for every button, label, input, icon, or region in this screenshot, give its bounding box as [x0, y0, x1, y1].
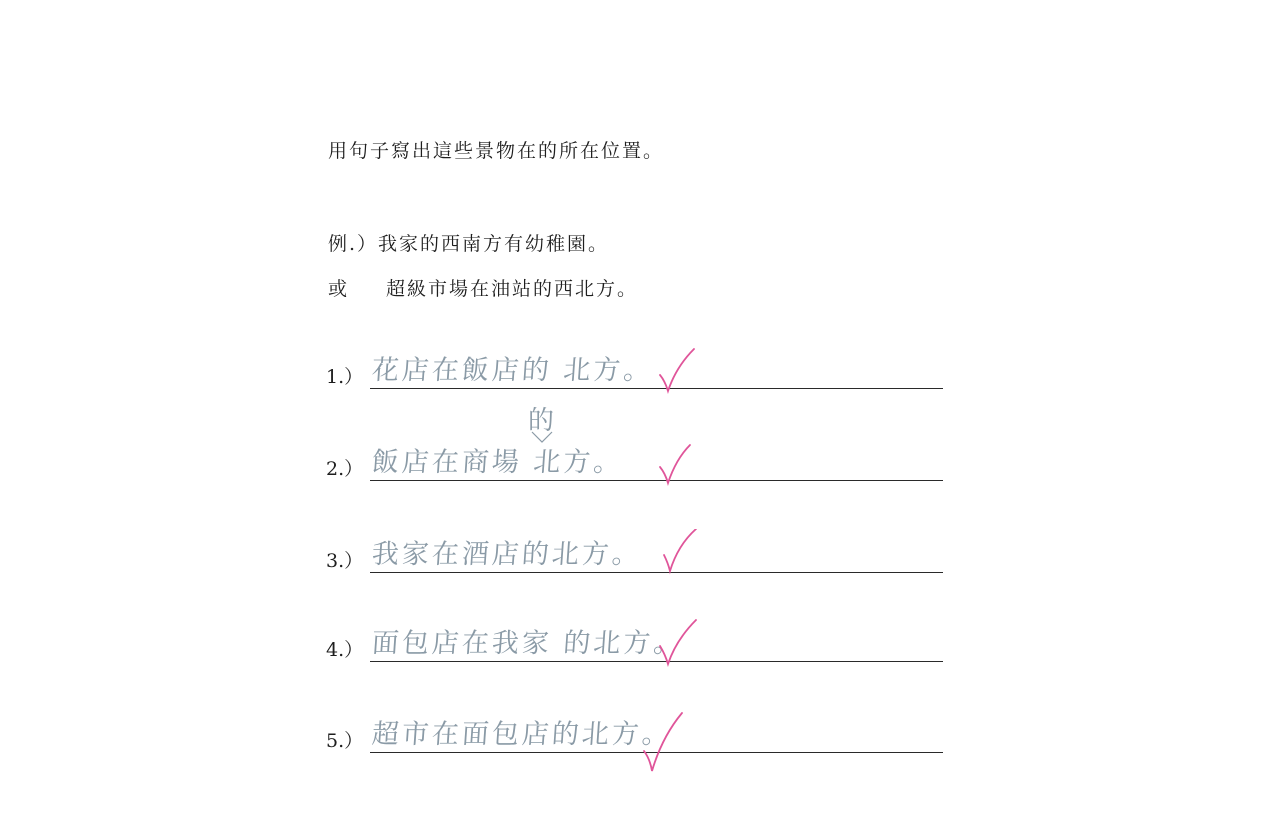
check-mark-icon [640, 711, 684, 775]
handwritten-answer: 超市在面包店的北方。 [370, 719, 673, 750]
answer-number: 2.） [326, 458, 364, 480]
answer-row-2 [326, 437, 946, 481]
instruction-text: 用句子寫出這些景物在的所在位置。 [328, 140, 665, 162]
answer-row-4 [326, 618, 946, 662]
example-line-2-text: 超級市場在油站的西北方。 [386, 278, 639, 300]
check-mark-icon [656, 345, 700, 397]
answer-row-1 [326, 345, 946, 389]
handwritten-answer: 花店在飯店的 北方。 [370, 355, 655, 386]
example-or-label: 或 [328, 278, 350, 300]
check-mark-icon [660, 529, 704, 581]
answer-underline [370, 572, 943, 573]
handwritten-answer: 我家在酒店的北方。 [370, 539, 643, 570]
check-mark-icon [656, 437, 700, 489]
example-line-1: 例.）我家的西南方有幼稚園。 [328, 233, 610, 255]
handwritten-answer: 飯店在商場 北方。 [370, 447, 625, 478]
inserted-word: 的 [528, 406, 555, 436]
example-line-2 [328, 274, 638, 301]
answer-row-3 [326, 529, 946, 573]
check-mark-icon [656, 618, 700, 670]
answer-number: 1.） [326, 366, 364, 388]
answer-row-5 [326, 709, 946, 753]
answer-number: 3.） [326, 550, 364, 572]
answer-number: 5.） [326, 730, 364, 752]
answer-number: 4.） [326, 639, 364, 661]
handwritten-answer: 面包店在我家 的北方。 [370, 628, 685, 659]
